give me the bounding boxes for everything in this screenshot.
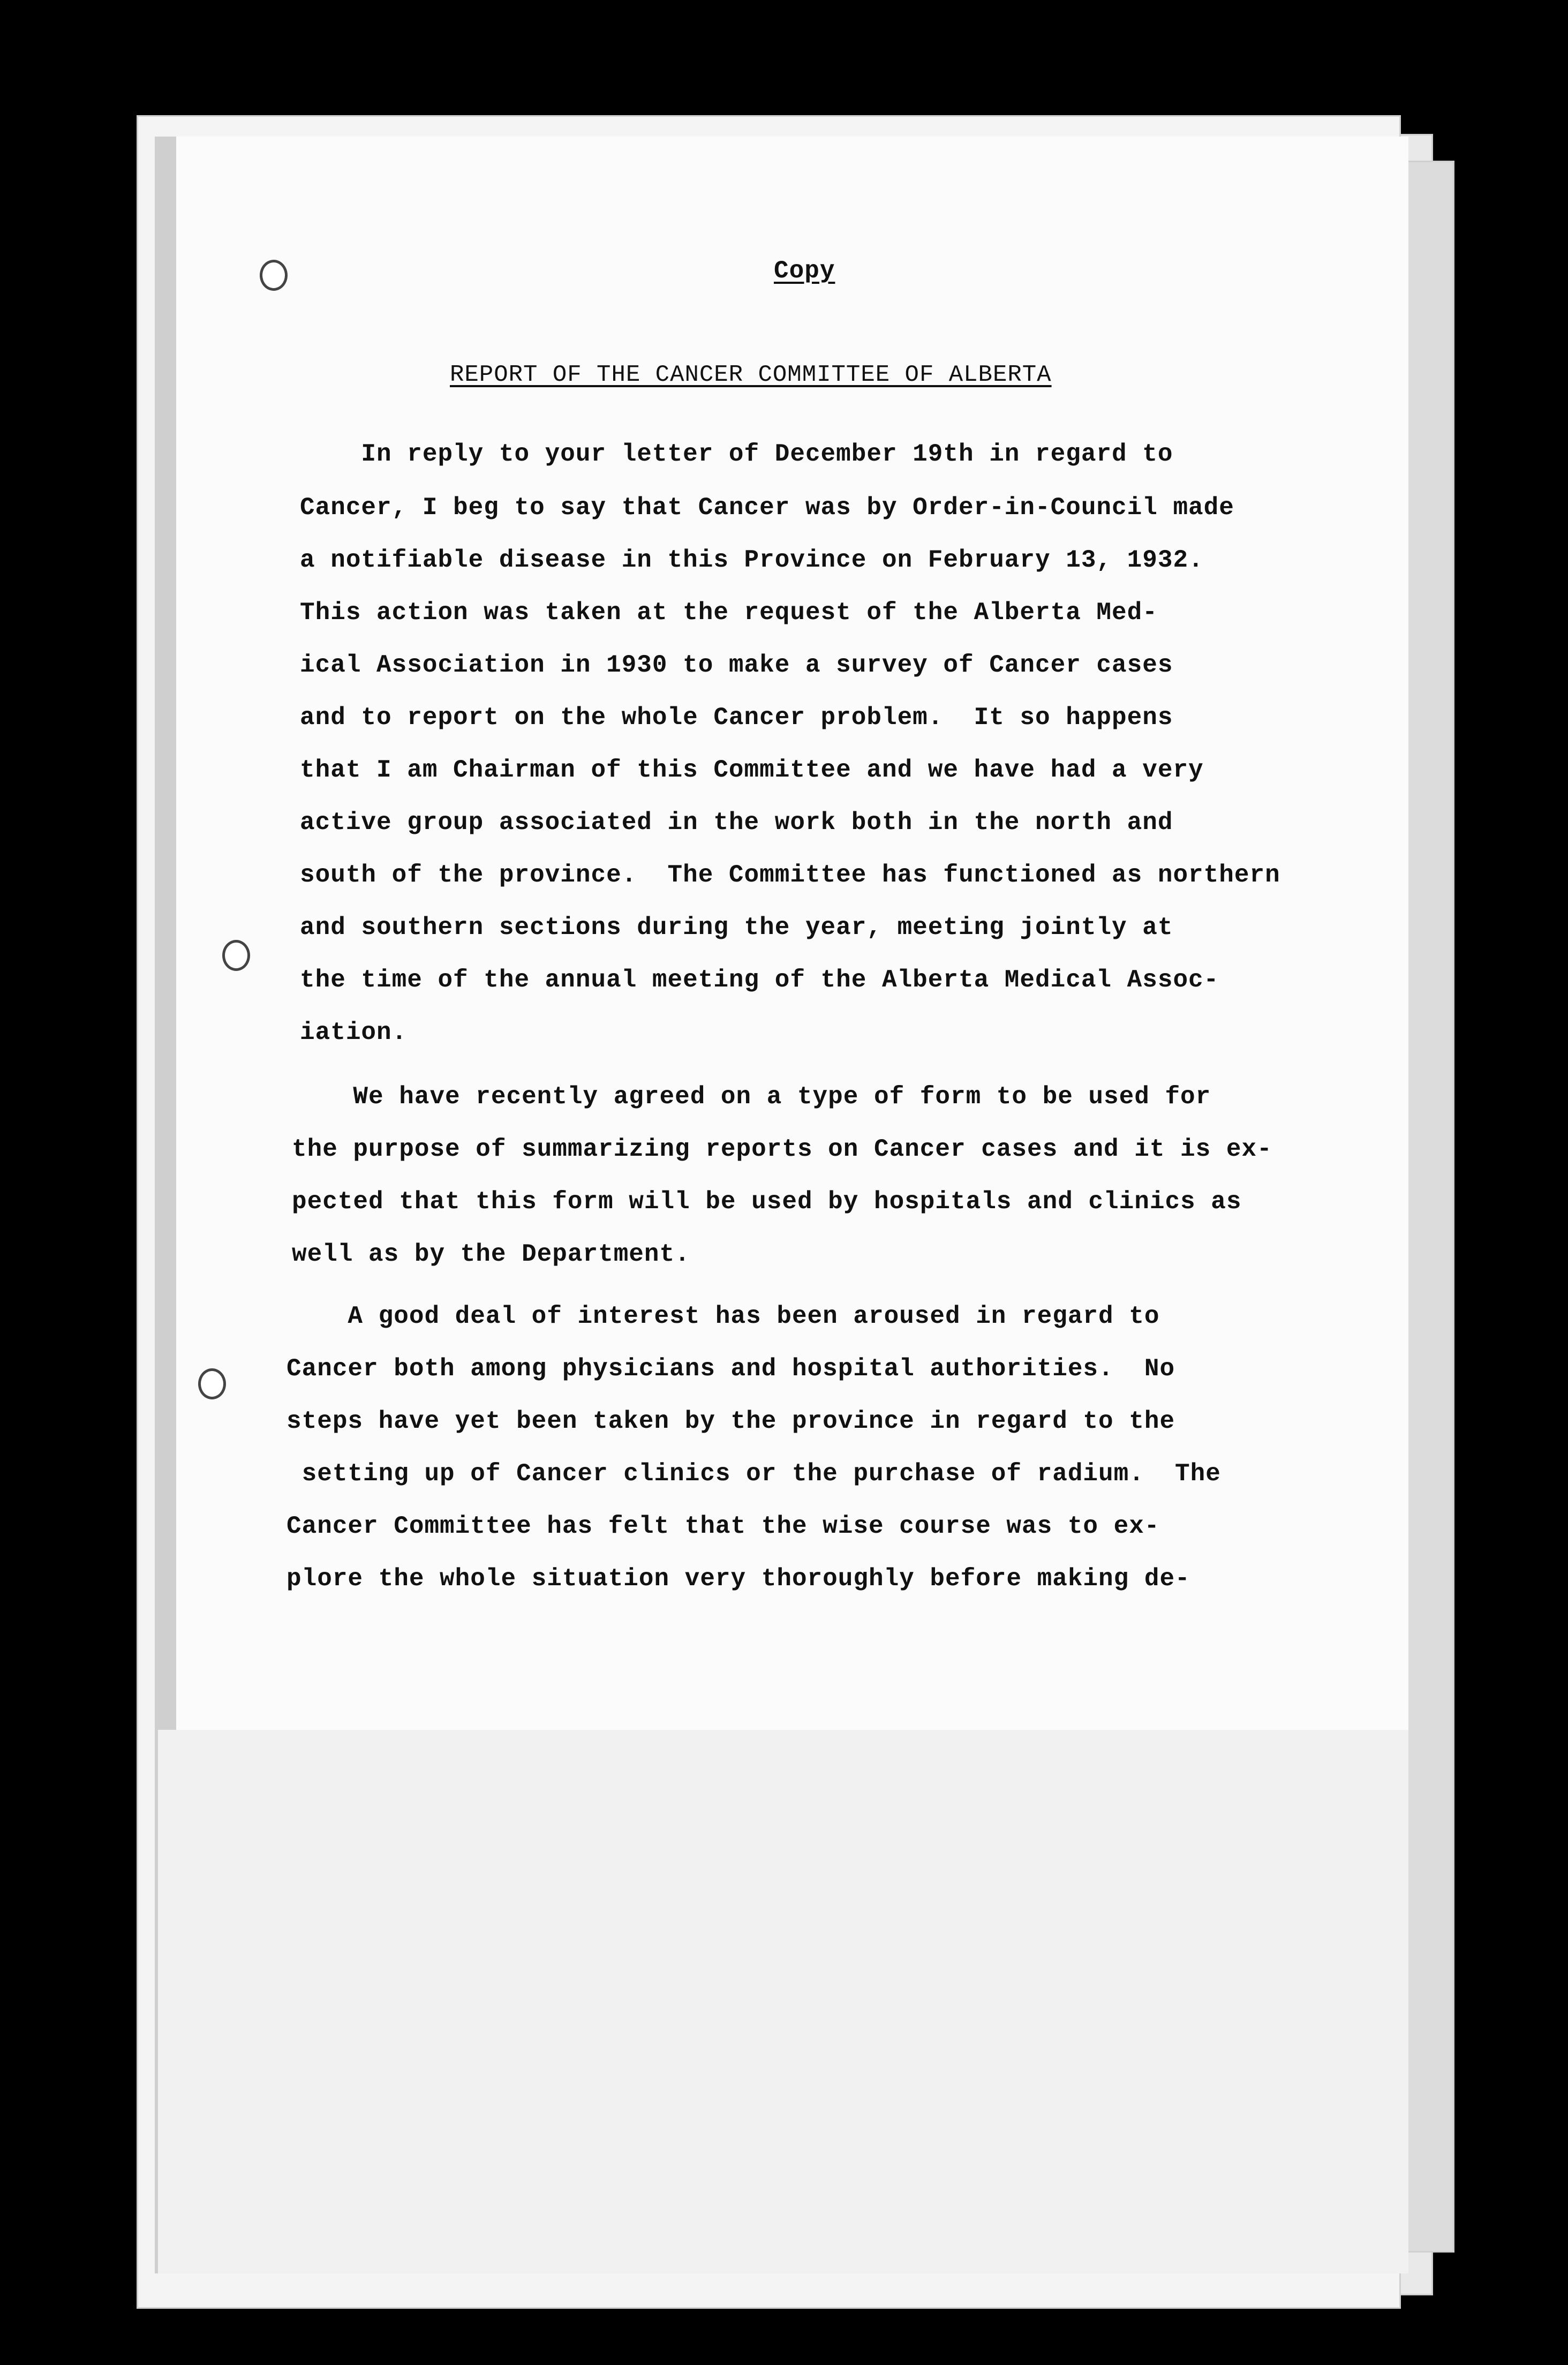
body-line: well as by the Department. [292,1240,690,1268]
body-line: This action was taken at the request of the Alberta Med- [300,599,1158,627]
body-line: a notifiable disease in this Province on February 13, 1932. [300,546,1204,574]
body-line: setting up of Cancer clinics or the purchase of radium. The [287,1460,1221,1488]
body-line: Cancer, I beg to say that Cancer was by Order-in-Council made [300,494,1234,522]
body-line: Cancer both among physicians and hospital authorities. No [287,1355,1175,1383]
document-title: REPORT OF THE CANCER COMMITTEE OF ALBERTA [450,361,1052,388]
body-line: Cancer Committee has felt that the wise course was to ex- [287,1512,1160,1540]
page-lower-area [158,1730,1408,2273]
body-line: steps have yet been taken by the province in regard to the [287,1407,1175,1435]
body-line: A good deal of interest has been aroused in regard to [287,1302,1160,1330]
body-line: pected that this form will be used by hospitals and clinics as [292,1188,1242,1216]
body-line: In reply to your letter of December 19th in regard to [300,440,1173,468]
body-line: that I am Chairman of this Committee and we have had a very [300,756,1204,784]
punch-hole-icon [260,260,288,291]
punch-hole-icon [198,1368,226,1399]
body-line: plore the whole situation very thoroughly before making de- [287,1565,1190,1593]
body-line: active group associated in the work both in the north and [300,809,1173,837]
body-line: and southern sections during the year, meeting jointly at [300,914,1173,942]
body-line: south of the province. The Committee has functioned as northern [300,861,1280,889]
document-page [158,137,1408,2273]
body-line: the purpose of summarizing reports on Cancer cases and it is ex- [292,1135,1272,1163]
body-line: iation. [300,1019,408,1046]
body-line: and to report on the whole Cancer problem. It so happens [300,704,1173,732]
body-line: the time of the annual meeting of the Alberta Medical Assoc- [300,966,1219,994]
copy-label: Copy [774,257,835,285]
body-line: ical Association in 1930 to make a survey of Cancer cases [300,651,1173,679]
body-line: We have recently agreed on a type of form to be used for [292,1083,1211,1111]
punch-hole-icon [222,940,250,971]
